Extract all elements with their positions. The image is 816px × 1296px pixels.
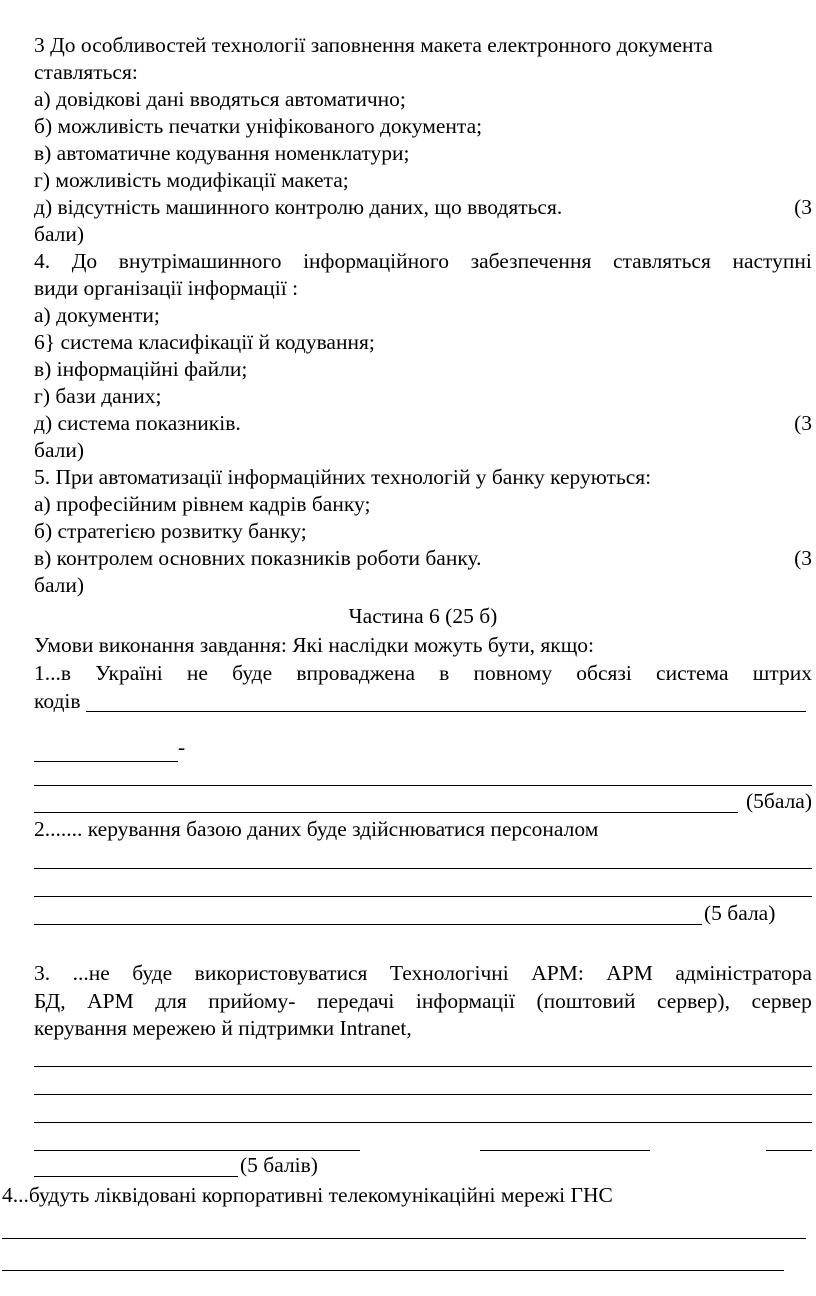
word: для [155,989,187,1013]
word: АРМ [87,989,134,1013]
word: прийому- [208,989,296,1013]
answer-line[interactable] [34,761,178,762]
word: Технологічні [389,961,509,985]
part6-heading: Частина 6 (25 б) [348,604,498,628]
word: БД, [34,989,66,1013]
q3-option-d: г) можливість модифікації макета; [34,168,349,192]
word: 1...в [34,661,72,685]
part6-conditions: Умови виконання завдання: Які наслідки можуть бути, якщо: [34,633,595,657]
word: забезпечення [470,249,592,273]
answer-line[interactable] [480,1150,650,1151]
word: повному [473,661,553,685]
task3-line2 [34,988,812,1015]
q5-option-b: б) стратегією розвитку банку; [34,519,307,543]
word: Україні [95,661,163,685]
answer-line[interactable] [766,1150,812,1151]
answer-line[interactable] [34,812,738,813]
word: інформації [415,989,515,1013]
word: ...не [72,961,110,985]
q3-option-c: в) автоматичне кодування номенклатури; [34,141,410,165]
word: штрих [752,661,812,685]
word: інформаційного [303,249,449,273]
task1-dash: - [178,735,186,759]
answer-line[interactable] [34,868,812,869]
word: 4. [34,249,51,273]
q4-points-open: (3 [794,411,812,435]
q5-line1: 5. При автоматизації інформаційних технологій у банку керуються: [34,465,652,489]
word: передачі [316,989,395,1013]
q4-line2: види організації інформації : [34,276,299,300]
answer-line[interactable] [34,1094,812,1095]
task1-line2: кодів [34,689,81,713]
task3-line3: керування мережею й підтримки Intranet, [34,1016,412,1040]
answer-line[interactable] [34,924,702,925]
word: До [71,249,98,273]
word: 3. [34,961,51,985]
word: система [656,661,729,685]
answer-line[interactable] [34,1176,238,1177]
q4-option-a: а) документи; [34,303,160,327]
q3-line2: ставляться: [34,60,138,84]
q3-points-close: бали) [34,222,85,246]
word: використовуватися [194,961,368,985]
task3-points: (5 балів) [240,1153,318,1177]
q3-option-a: а) довідкові дані вводяться автоматично; [34,87,406,111]
word: обсязі [576,661,632,685]
answer-line[interactable] [86,711,806,712]
word: внутрімашинного [118,249,282,273]
answer-line[interactable] [34,896,812,897]
word: сервер [751,989,812,1013]
word: буде [132,961,173,985]
word: впроваджена [296,661,415,685]
answer-line[interactable] [34,1122,812,1123]
word: наступні [732,249,812,273]
word: АРМ: [531,961,584,985]
q5-points-close: бали) [34,573,85,597]
word: в [439,661,450,685]
task1-line1 [34,660,812,687]
word: буде [232,661,273,685]
word: адміністратора [675,961,812,985]
q4-option-d: г) бази даних; [34,384,162,408]
answer-line[interactable] [34,785,812,786]
q4-option-e: д) система показників. [34,411,241,435]
word: ставляться [612,249,711,273]
task1-points: (5бала) [745,789,812,813]
task4-text: 4...будуть ліквідовані корпоративні телекомунікаційні мережі ГНС [2,1183,613,1207]
q4-option-c: в) інформаційні файли; [34,357,248,381]
task2-points: (5 бала) [704,901,776,925]
word: сервер), [657,989,730,1013]
word: АРМ [606,961,653,985]
q4-line1 [34,248,812,275]
answer-line[interactable] [2,1270,784,1271]
q4-points-close: бали) [34,438,85,462]
q3-line1: 3 До особливостей технології заповнення макета електронного документа [34,33,713,57]
task2-text: 2....... керування базою даних буде здійснюватися персоналом [34,817,599,841]
q5-option-a: а) професійним рівнем кадрів банку; [34,492,371,516]
task3-line1 [34,960,812,987]
q5-option-c: в) контролем основних показників роботи банку. [34,546,482,570]
answer-line[interactable] [34,1150,360,1151]
answer-line[interactable] [34,1066,812,1067]
q3-option-b: б) можливість печатки уніфікованого документа; [34,114,483,138]
q3-option-e: д) відсутність машинного контролю даних, що вводяться. [34,195,563,219]
q4-option-b: 6} система класифікації й кодування; [34,330,375,354]
answer-line[interactable] [2,1238,806,1239]
q3-points-open: (3 [794,195,812,219]
word: (поштовий [536,989,636,1013]
q5-points-open: (3 [794,546,812,570]
word: не [186,661,208,685]
